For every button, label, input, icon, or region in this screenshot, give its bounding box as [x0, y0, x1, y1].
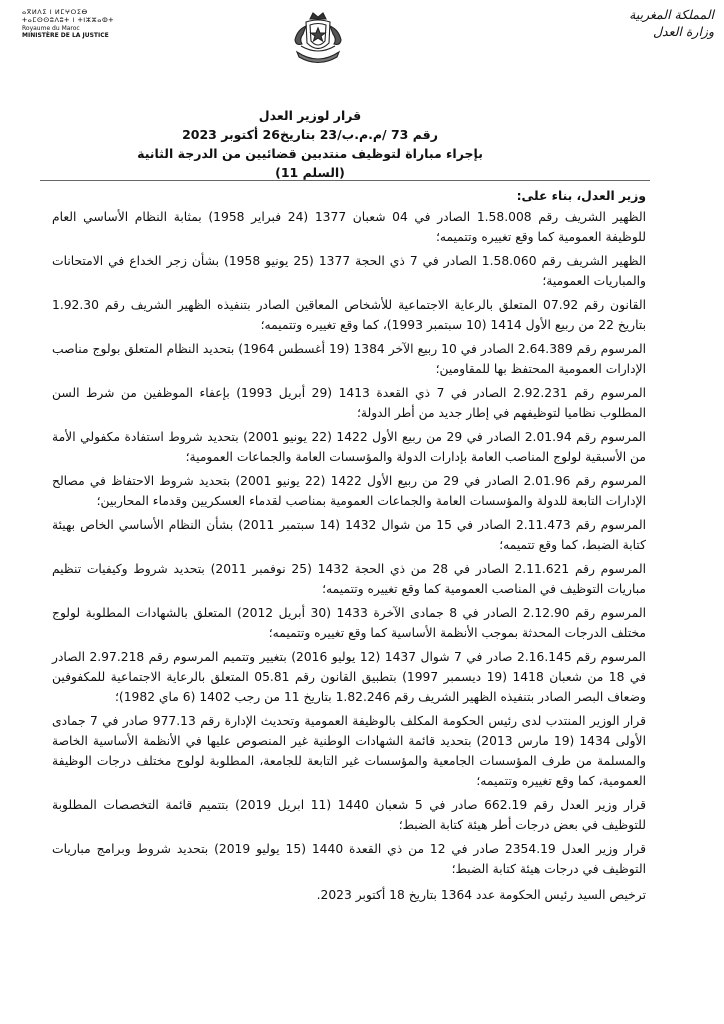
- royal-emblem-icon: [287, 10, 349, 68]
- title-line-3: بإجراء مباراة لتوظيف منتدبين قضائيين من الدرجة الثانية (السلم 11): [137, 146, 483, 180]
- kingdom-label-ar: المملكة المغربية: [629, 7, 714, 22]
- legal-reference: الظهير الشريف رقم 1.58.060 الصادر في 7 ذي الحجة 1377 (25 يونيو 1958) بشأن زجر الخداع في الامتحانات والمباريات العمومية؛: [52, 254, 646, 288]
- legal-reference: المرسوم رقم 2.92.231 الصادر في 7 ذي القعدة 1413 (29 أبريل 1993) بإعفاء الموظفين من شرط السن المطلوب نظاميا لتوظيفهم في إطار جديد من أطر الدولة؛: [52, 386, 646, 420]
- title-divider: [40, 180, 650, 181]
- legal-reference: المرسوم رقم 2.11.621 الصادر في 28 من ذي الحجة 1432 (25 نوفمبر 2011) بتحديد شروط وكيفيات تنظيم مباريات التوظيف في المناصب العمومية كما وقع تغييره وتتميمه؛: [52, 562, 647, 596]
- legal-reference: قرار الوزير المنتدب لدى رئيس الحكومة المكلف بالوظيفة العمومية وتحديث الإدارة رقم 977.13 صادر في 7 جمادى الأولى 1434 (19 مارس 2013) بتحديد قائمة الشهادات الوطنية غير المنصوص عليها في الأنظمة الأساسية الخاصة والمسلمة من طرف المؤسسات الجامعية والمؤسسات غير التابعة للجامعة، المطلوبة لولوج مختلف درجات الوظيفة العمومية، كما وقع تغييره وتتميمه؛: [52, 714, 647, 788]
- legal-reference: المرسوم رقم 2.11.473 الصادر في 15 من شوال 1432 (14 سبتمبر 2011) بشأن النظام الأساسي الخاص بهيئة كتابة الضبط، كما وقع تتميمه؛: [52, 518, 646, 552]
- ministry-label-ar: وزارة العدل: [652, 24, 714, 39]
- tifinagh-line-1: ⴰⴳⵍⴷⵉ ⵏ ⵍⵎⵖⵔⵉⴱ: [22, 8, 88, 16]
- kingdom-label-fr: Royaume du Maroc: [22, 25, 80, 32]
- tifinagh-line-2: ⵜⴰⵎⵙⵙⵓⴷⵓⵜ ⵏ ⵜⵏⵣⵣⴰⵀⵜ: [22, 16, 114, 24]
- legal-reference: المرسوم رقم 2.64.389 الصادر في 10 ربيع الآخر 1384 (19 أغسطس 1964) بتحديد النظام المتعلق بولوج مناصب الإدارات العمومية المحتفظ بها للمقاومين؛: [52, 342, 647, 376]
- ministry-header-right: [618, 6, 714, 40]
- title-line-1: قرار لوزير العدل: [258, 108, 362, 123]
- legal-reference: القانون رقم 07.92 المتعلق بالرعاية الاجتماعية للأشخاص المعاقين الصادر بتنفيذه الظهير الشريف رقم 1.92.30 بتاريخ 22 من ربيع الأول 1414 (10 سبتمبر 1993)، كما وقع تغييره وتتميمه؛: [52, 298, 646, 332]
- legal-reference: الظهير الشريف رقم 1.58.008 الصادر في 04 شعبان 1377 (24 فبراير 1958) بمثابة النظام الأساسي العام للوظيفة العمومية كما وقع تغييره وتتميمه؛: [52, 210, 646, 244]
- legal-reference: المرسوم رقم 2.01.94 الصادر في 29 من ربيع الأول 1422 (22 يونيو 2001) بتحديد شروط استفادة مكفولي الأمة من الأسبقية لولوج المناصب العامة بإدارات الدولة والمؤسسات العامة والجماعات العمومية؛: [52, 430, 646, 464]
- legal-reference: المرسوم رقم 2.12.90 الصادر في 8 جمادى الآخرة 1433 (30 أبريل 2012) المتعلق بالشهادات المطلوبة لولوج مختلف الدرجات المحدثة بموجب الأنظمة الأساسية كما وقع تغييره وتتميمه؛: [52, 606, 646, 640]
- intro-line: وزير العدل، بناء على:: [516, 189, 646, 203]
- decision-body: [52, 186, 646, 909]
- closing-authorization: ترخيص السيد رئيس الحكومة عدد 1364 بتاريخ 18 أكتوبر 2023.: [316, 888, 646, 902]
- decision-title: [130, 106, 490, 182]
- legal-reference: المرسوم رقم 2.16.145 صادر في 7 شوال 1437 (12 يوليو 2016) بتغيير وتتميم المرسوم رقم 2.97.218 الصادر في 18 من شعبان 1418 (19 ديسمبر 1997) بتطبيق القانون رقم 05.81 المتعلق بالرعاية الاجتماعية للمكفوفين وضعاف البصر الصادر بتنفيذه الظهير الشريف رقم 1.82.246 بتاريخ 11 من رجب 1402 (6 ماي 1982)؛: [52, 650, 646, 704]
- title-line-2: رقم 73 /م.م.ب/23 بتاريخ26 أكتوبر 2023: [182, 127, 438, 142]
- ministry-header-left: [22, 8, 132, 39]
- legal-reference: المرسوم رقم 2.01.96 الصادر في 29 من ربيع الأول 1422 (22 يونيو 2001) بتحديد شروط الاحتفاظ في مصالح الإدارات التابعة للدولة والمؤسسات العامة والجماعات العمومية بمناصب لقدماء العسكريين وقدماء المحاربين؛: [52, 474, 646, 508]
- legal-reference: قرار وزير العدل 2354.19 صادر في 12 من ذي القعدة 1440 (15 يوليو 2019) بتحديد شروط وبرامج مباريات التوظيف في درجات هيئة كتابة الضبط؛: [52, 842, 646, 876]
- ministry-label-fr: MINISTÈRE DE LA JUSTICE: [22, 32, 109, 39]
- legal-reference: قرار وزير العدل رقم 662.19 صادر في 5 شعبان 1440 (11 ابريل 2019) بتتميم قائمة التخصصات المطلوبة للتوظيف في بعض درجات أطر هيئة كتابة الضبط؛: [52, 798, 646, 832]
